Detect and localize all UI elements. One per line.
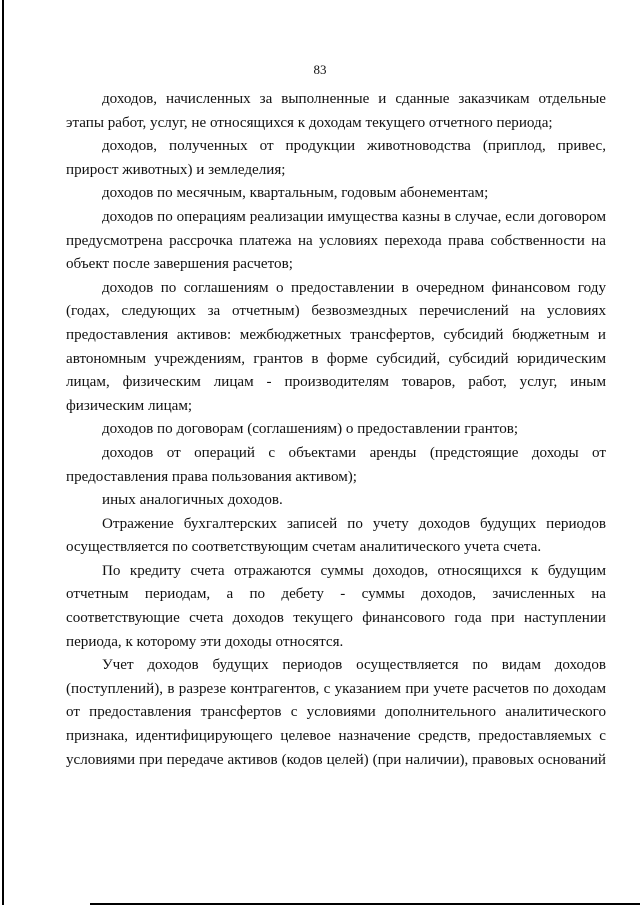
paragraph-9: Отражение бухгалтерских записей по учету доходов будущих периодов осуществляется по соответствующим счетам аналитического учета счета. — [66, 515, 606, 556]
scan-left-edge — [2, 0, 4, 905]
document-body — [66, 88, 606, 772]
paragraph-4: доходов по операциям реализации имущества казны в случае, если договором предусмотрена рассрочка платежа на условиях перехода права собственности на объект после завершения расчетов; — [66, 208, 606, 273]
paragraph-8: иных аналогичных доходов. — [102, 492, 283, 509]
paragraph-2: доходов, полученных от продукции животноводства (приплод, привес, прирост животных) и земледелия; — [66, 138, 606, 178]
paragraph-1: доходов, начисленных за выполненные и сданные заказчикам отдельные этапы работ, услуг, не относящихся к доходам текущего отчетного периода; — [66, 91, 606, 131]
paragraph-5: доходов по соглашениям о предоставлении в очередном финансовом году (годах, следующих за отчетным) безвозмездных перечислений на условиях предоставления активов: межбюджетных трансфертов, субсидий бюджетным и автономным учреждениям, грантов в форме субсидий, субсидий юридическим лицам, физическим лицам - производителям товаров, работ, услуг, иным физическим лицам; — [66, 279, 606, 414]
paragraph-10: По кредиту счета отражаются суммы доходов, относящихся к будущим отчетным периодам, а по дебету - суммы доходов, зачисленных на соответствующие счета доходов текущего финансового года при наступлении периода, к которому эти доходы относятся. — [66, 562, 606, 650]
paragraph-6: доходов по договорам (соглашениям) о предоставлении грантов; — [102, 421, 519, 438]
paragraph-3: доходов по месячным, квартальным, годовым абонементам; — [102, 185, 489, 202]
paragraph-11: Учет доходов будущих периодов осуществляется по видам доходов (поступлений), в разрезе контрагентов, с указанием при учете расчетов по доходам от предоставления трансфертов с условиями дополнительного аналитического признака, идентифицирующего целевое назначение средств, предоставляемых с условиями при передаче активов (кодов целей) (при наличии), правовых оснований — [66, 657, 606, 768]
page-number: 83 — [313, 62, 327, 77]
paragraph-7: доходов от операций с объектами аренды (предстоящие доходы от предоставления права пользования активом); — [66, 444, 606, 485]
